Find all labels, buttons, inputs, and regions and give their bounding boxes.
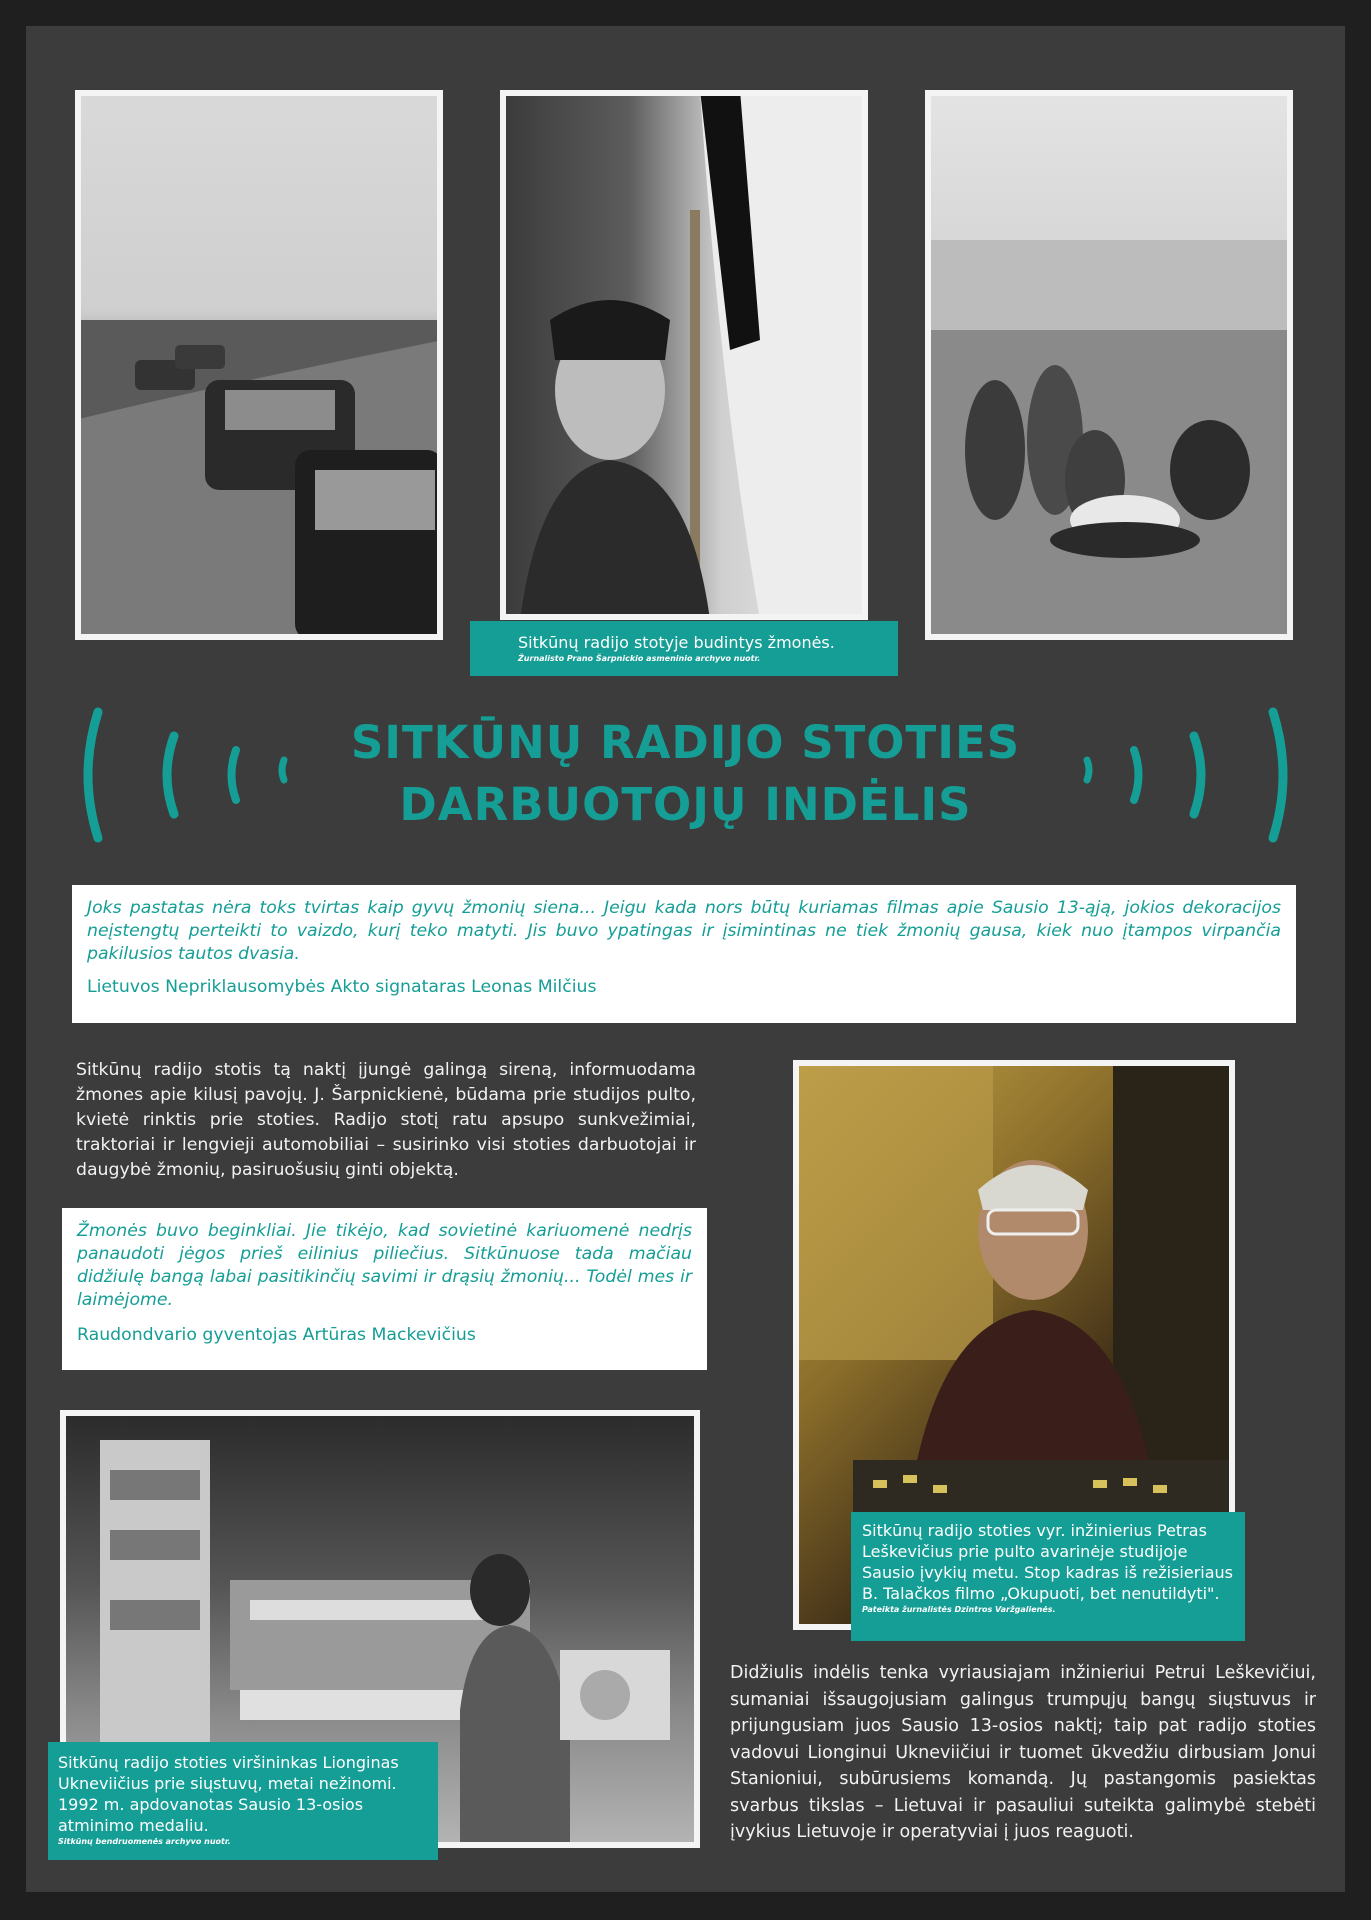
caption-director xyxy=(48,1742,438,1860)
photo-people-at-fire xyxy=(925,90,1293,640)
quote-text: Joks pastatas nėra toks tvirtas kaip gyvų žmonių siena... Jeigu kada nors būtų kuriamas filmas apie Sausio 13-ąją, jokios dekoracijos neįstengtų perteikti to vaizdo, kurį teko matyti. Jis buvo ypatingas ir įsimintinas ne tiek žmonių gausa, kiek nuo įtampos virpančia pakilusios tautos dvasia. xyxy=(87,898,1281,964)
quote-author: Lietuvos Nepriklausomybės Akto signataras Leonas Milčius xyxy=(87,977,597,997)
caption-credit: Sitkūnų bendruomenės archyvo nuotr. xyxy=(58,1837,231,1846)
caption-text: Sitkūnų radijo stoties viršininkas Lionginas Ukneviičius prie siųstuvų, metai nežinomi. 1992 m. apdovanotas Sausio 13-osios atminimo medaliu. xyxy=(58,1753,399,1835)
quote-mackevicius xyxy=(62,1208,707,1370)
body-text-siren: Sitkūnų radijo stotis tą naktį įjungė galingą sireną, informuodama žmones apie kilusį pavojų. J. Šarpnickienė, būdama prie studijos pulto, kvietė rinktis prie stoties. Radijo stotį ratu apsupo sunkvežimiai, traktoriai ir lengvieji automobiliai – susirinko visi stoties darbuotojai ir daugybė žmonių, pasiruošusių ginti objektą. xyxy=(76,1060,696,1180)
caption-text: Sitkūnų radijo stoties vyr. inžinierius Petras Leškevičius prie pulto avarinėje studijoje Sausio įvykių metu. Stop kadras iš režisieriaus B. Talačkos filmo „Okupuoti, bet nenutildyti". xyxy=(862,1521,1234,1603)
caption-people-on-duty xyxy=(470,621,898,676)
body-text-contribution: Didžiulis indėlis tenka vyriausiajam inžinieriui Petrui Leškevičiui, sumaniai išsaugojusiam galingus trumpųjų bangų siųstuvus ir prijungusiam juos Sausio 13-osios naktį; taip pat radijo stoties vadovui Lionginui Ukneviičiui ir tuomet ūkvedžiu dirbusiam Jonui Stanioniui, subūrusiems komandą. Jų pastangomis pasiektas svarbus tikslas – Lietuvai ir pasauliui suteikta galimybė stebėti įvykius Lietuvoje ir operatyviai į juos reaguoti. xyxy=(730,1663,1316,1842)
caption-engineer xyxy=(851,1512,1245,1641)
quote-author: Raudondvario gyventojas Artūras Mackevičius xyxy=(77,1325,476,1345)
title-line-1: SITKŪNŲ RADIJO STOTIES xyxy=(350,716,1021,769)
page-title xyxy=(0,712,1371,836)
caption-text: Sitkūnų radijo stotyje budintys žmonės. xyxy=(518,633,835,652)
photo-cars-road xyxy=(75,90,443,640)
quote-milcius xyxy=(72,885,1296,1023)
title-line-2: DARBUOTOJŲ INDĖLIS xyxy=(399,778,972,831)
caption-credit: Pateikta žurnalistės Dzintros Varžgalienės. xyxy=(862,1605,1056,1614)
quote-text: Žmonės buvo beginkliai. Jie tikėjo, kad sovietinė kariuomenė nedrįs panaudoti jėgos prieš eilinius piliečius. Sitkūnuose tada mačiau didžiulę bangą labai pasitikinčių savimi ir drąsių žmonių... Todėl mes ir laimėjome. xyxy=(77,1221,692,1310)
photo-man-with-flag xyxy=(500,90,868,620)
caption-credit: Žurnalisto Prano Šarpnickio asmeninio archyvo nuotr. xyxy=(518,654,761,663)
